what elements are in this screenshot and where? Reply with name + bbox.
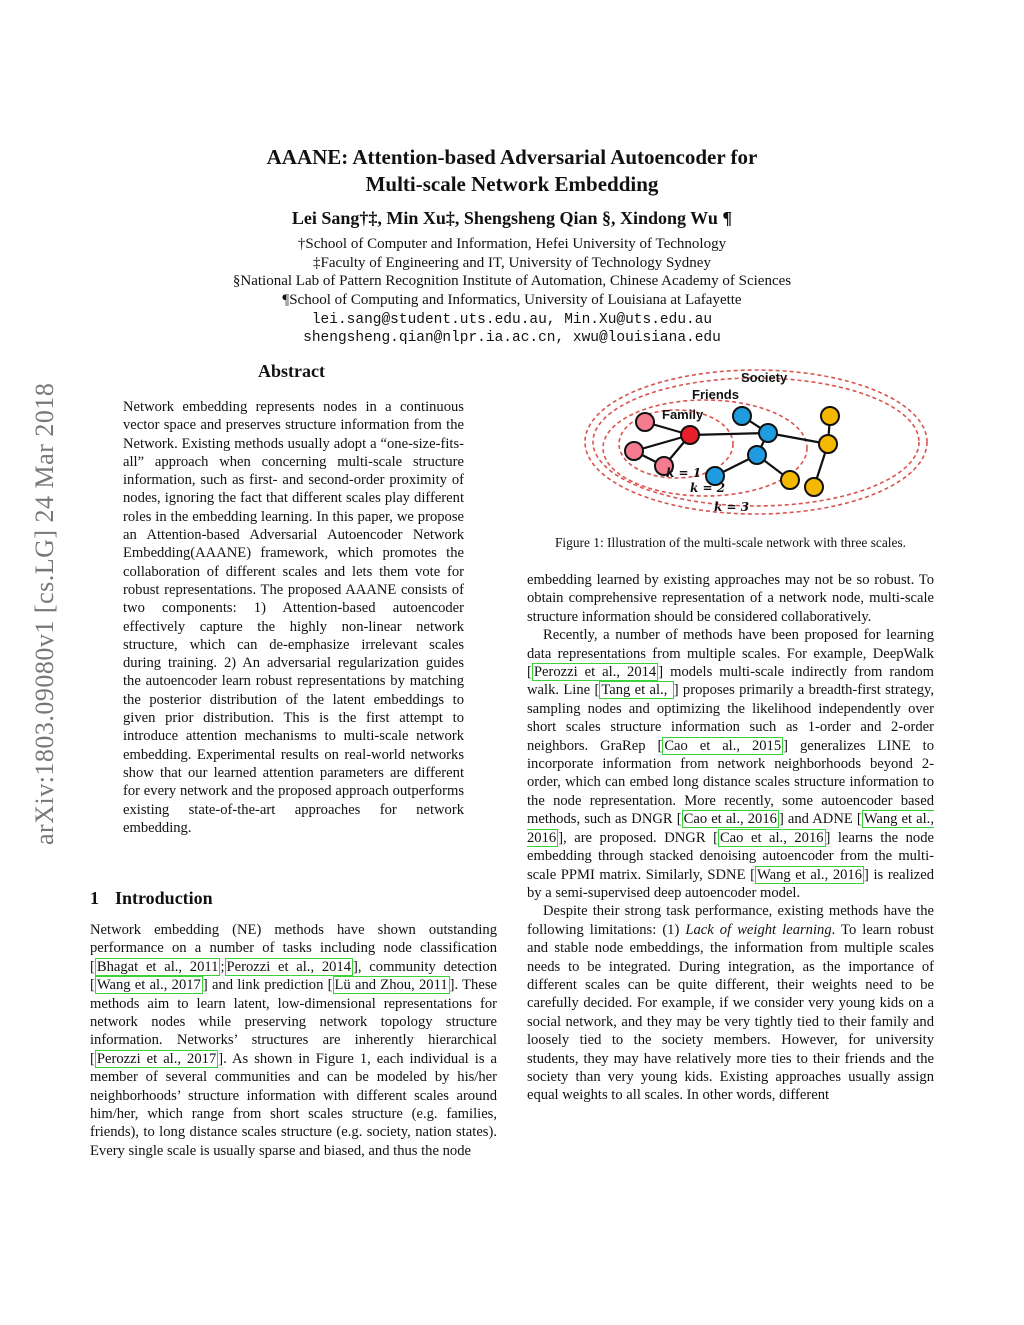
text-run: ; bbox=[220, 958, 225, 975]
title-line-1: AAANE: Attention-based Adversarial Autoencoder for bbox=[266, 145, 758, 169]
paper-title bbox=[0, 144, 1024, 198]
node-friend-2 bbox=[759, 424, 777, 442]
text-run: Recently, a number of methods have been proposed for learning data representations from multiple scales. For example, DeepWalk bbox=[527, 627, 934, 662]
text-run: is realized by a semi-supervised deep autoencoder model. bbox=[527, 866, 934, 901]
paragraph-related-work: Recently, a number of methods have been proposed for learning data representations from multiple scales. For example, DeepWalk [ Perozzi et al., 2014 ] models multi-scale indirectly from random walk. Line [ Tang et al., ] proposes primarily a breadth-first strategy, sampling nodes and optimizing the likelihood independently over short scales structure information such as 1-order and 2-order neighbors. GraRep [ Cao et al., 2015 ] generalizes LINE to incorporate information from network neighborhoods beyond 2-order, which can embed long distance scales structure information to the node representation. More recently, some autoencoder based methods, such as DNGR [ Cao et al., 2016 ] and ADNE [ Wang et al., 2016 ], are proposed. DNGR [ Cao et al., 2016 ] learns the node embedding through stacked denoising autoencoder from the multi-scale PPMI matrix. Similarly, SDNE [ Wang et al., 2016 ] is realized by a semi-supervised deep autoencoder model. bbox=[527, 627, 934, 901]
citation-tang[interactable]: Tang et al., bbox=[601, 682, 672, 699]
email-line-1: lei.sang@student.uts.edu.au, Min.Xu@uts.edu.au bbox=[311, 312, 713, 328]
section-title: Introduction bbox=[115, 888, 213, 908]
arxiv-side-stamp: arXiv:1803.09080v1 [cs.LG] 24 Mar 2018 bbox=[30, 382, 59, 845]
citation-cao-2016-b[interactable]: Cao et al., 2016 bbox=[719, 829, 824, 846]
intro-right-column bbox=[527, 571, 934, 1105]
node-family-2 bbox=[625, 442, 643, 460]
text-run: learns the node embedding through stacked denoising autoencoder from the multi-scale PPMI matrix. Similarly, SDNE bbox=[527, 829, 934, 883]
node-society-3 bbox=[781, 471, 799, 489]
paragraph-continuation: embedding learned by existing approaches may not be so robust. To obtain comprehensive representation of a network node, multi-scale structure information should be considered collaboratively. bbox=[527, 572, 934, 625]
citation-cao-2016[interactable]: Cao et al., 2016 bbox=[683, 811, 777, 828]
node-friend-3 bbox=[748, 446, 766, 464]
figure-multiscale-network bbox=[580, 362, 940, 522]
intro-left-column: Network embedding (NE) methods have shown outstanding performance on a number of tasks including node classification [ Bhagat et al., 2011 ; Perozzi et al., 2014 ], community detection [ Wang et al., 2017 ] and link prediction [ Lü and Zhou, 2011 ]. These methods aim to learn latent, low-dimensional representations for network nodes while preserving network topology structure information. Networks’ structures are inherently hierarchical [ Perozzi et al., 2017 ]. As shown in Figure 1, each individual is a member of several communities and can be modeled by his/her neighborhoods’ structure information with different scales around him/her, which range from short scales structure (e.g. families, friends), to long distance scales structure (e.g. society, nation states). Every single scale is usually sparse and biased, and thus the node bbox=[90, 922, 497, 1159]
citation-perozzi-2014[interactable]: Perozzi et al., 2014 bbox=[533, 664, 657, 681]
node-society-2 bbox=[819, 435, 837, 453]
label-family: Family bbox=[662, 407, 704, 422]
text-run: proposes primarily a breadth-first strategy, sampling nodes and optimizing the likelihood independently over short scales structure information such as 1-order and 2-order neighbors. GraRep bbox=[527, 682, 934, 754]
label-k1: k = 1 bbox=[666, 466, 702, 480]
abstract-heading: Abstract bbox=[258, 361, 325, 381]
figure-caption: Figure 1: Illustration of the multi-scale network with three scales. bbox=[554, 535, 907, 550]
node-center bbox=[681, 426, 699, 444]
node-family-1 bbox=[636, 413, 654, 431]
email-line-2: shengsheng.qian@nlpr.ia.ac.cn, xwu@louisiana.edu bbox=[303, 330, 721, 346]
text-run: Network embedding (NE) methods have shown outstanding performance on a number of tasks including node classification bbox=[90, 922, 497, 957]
affiliation-1: †School of Computer and Information, Hefei University of Technology bbox=[297, 236, 727, 252]
emphasis-lack-of-weight-learning: Lack of weight learning bbox=[685, 921, 832, 938]
citation-cao-2015[interactable]: Cao et al., 2015 bbox=[664, 737, 782, 754]
label-society: Society bbox=[741, 370, 788, 385]
citation-perozzi-2017[interactable]: Perozzi et al., 2017 bbox=[96, 1050, 217, 1067]
text-run: , are proposed. DNGR bbox=[563, 829, 714, 846]
affiliation-3: §National Lab of Pattern Recognition Institute of Automation, Chinese Academy of Sciences bbox=[232, 273, 792, 289]
citation-wang-2016-b[interactable]: Wang et al., 2016 bbox=[756, 866, 863, 883]
node-society-1 bbox=[821, 407, 839, 425]
label-friends: Friends bbox=[692, 387, 739, 402]
text-run: generalizes LINE to incorporate information from network neighborhoods beyond 2-order, which can embed long distance scales structure information to the node representation. More recently, some autoencoder based methods, such as DNGR bbox=[527, 737, 934, 828]
text-run: , community detection bbox=[357, 958, 497, 975]
title-line-2: Multi-scale Network Embedding bbox=[365, 172, 659, 196]
text-run: models multi-scale indirectly from random walk. Line bbox=[527, 664, 934, 699]
text-run: . As shown in Figure 1, each individual is a member of several communities and can be modeled by his/her neighborhoods’ structure information with different scales around him/her, which range from short scales structure (e.g. families, friends), to long distance scales structure (e.g. society, nation states). Every single scale is usually sparse and biased, and thus the node bbox=[90, 1050, 497, 1159]
node-society-4 bbox=[805, 478, 823, 496]
citation-lu-zhou-2011[interactable]: Lü and Zhou, 2011 bbox=[334, 977, 448, 994]
node-friend-1 bbox=[733, 407, 751, 425]
abstract-text: Network embedding represents nodes in a continuous vector space and preserves structure information from the Network. Existing methods usually adopt a “one-size-fits-all” approach when concerning multi-scale structure information, such as first- and second-order proximity of nodes, ignoring the fact that different scales play different roles in the embedding learning. In this paper, we propose an Attention-based Adversarial Autoencoder Network Embedding(AAANE) framework, which promotes the collaboration of different scales and lets them vote for robust representations. The proposed AAANE consists of two components: 1) Attention-based autoencoder effectively capture the highly non-linear network structure, which can de-emphasize irrelevant scales during training. 2) An adversarial regularization guides the autoencoder learn robust representations by matching the posterior distribution of the latent embeddings to given prior distribution. This is the first attempt to introduce attention mechanisms to multi-scale network embedding. Experimental results on real-world networks show that our learned attention parameters are different for every network and the proposed approach outperforms existing state-of-the-art approaches for network embedding. bbox=[123, 399, 464, 836]
paragraph-limitations bbox=[527, 902, 934, 1104]
citation-bhagat-2011[interactable]: Bhagat et al., 2011 bbox=[96, 958, 219, 975]
text-run: . To learn robust and stable node embeddings, the information from multiple scales needs to be integrated. During integration, as the importance of different scales can be quite different, their weights need to be carefully decided. For example, if we consider very young kids on a social network, and they may be very tightly tied to their family and loosely tied to the society members. However, for university students, they may have relatively more ties to their friends and the society than very young kids. Existing approaches usually assign equal weights to all scales. In other words, different bbox=[527, 921, 934, 1104]
text-run: Despite their strong task performance, existing methods have the following limitations: (1) bbox=[527, 903, 934, 938]
citation-perozzi-2014[interactable]: Perozzi et al., 2014 bbox=[226, 958, 352, 975]
section-number: 1 bbox=[90, 888, 99, 908]
text-run: and link prediction bbox=[207, 977, 328, 994]
citation-wang-2016[interactable]: Wang et al., 2016 bbox=[527, 811, 934, 846]
affiliation-2: ‡Faculty of Engineering and IT, University of Technology Sydney bbox=[313, 255, 711, 271]
section-heading bbox=[90, 888, 213, 909]
text-run: . These methods aim to learn latent, low-dimensional representations for network nodes while preserving network topology structure information. Networks’ structures are inherently hierarchical bbox=[90, 977, 497, 1049]
authors: Lei Sang†‡, Min Xu‡, Shengsheng Qian §, Xindong Wu ¶ bbox=[291, 208, 733, 228]
affiliation-4: ¶School of Computing and Informatics, University of Louisiana at Lafayette bbox=[282, 292, 742, 308]
text-run: and ADNE bbox=[783, 811, 857, 828]
label-k2: k = 2 bbox=[690, 481, 726, 495]
citation-wang-2017[interactable]: Wang et al., 2017 bbox=[96, 977, 201, 994]
citation-link[interactable]: [ Bhagat et al., 2011 ; Perozzi et al., 2014 ] bbox=[90, 958, 358, 975]
scale-ring-society-inner bbox=[593, 378, 919, 506]
label-k3: k = 3 bbox=[714, 500, 750, 514]
